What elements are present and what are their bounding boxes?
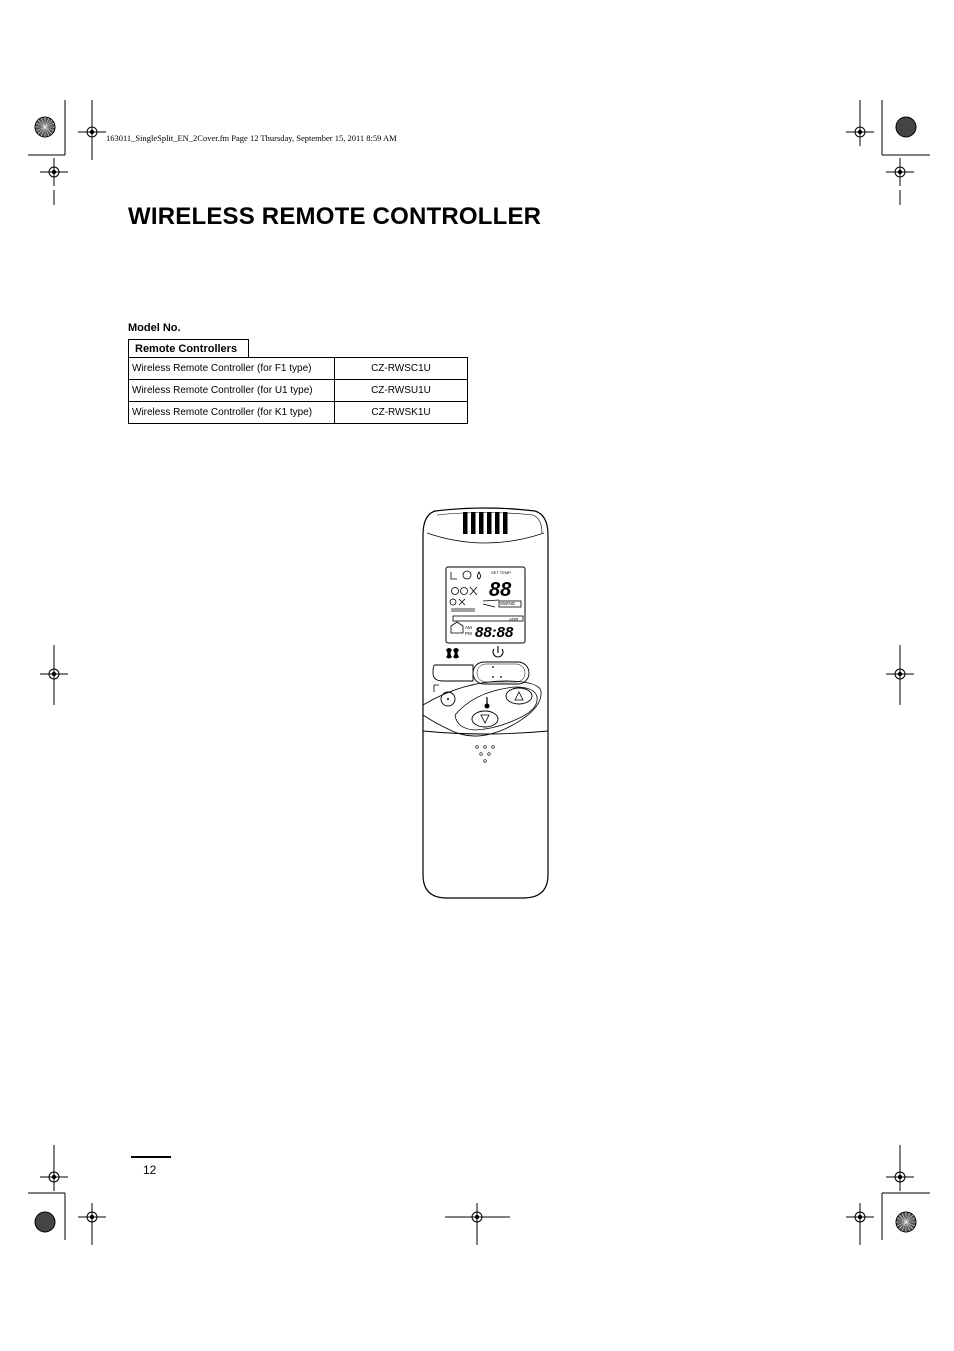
model-code: CZ-RWSU1U [335, 380, 468, 402]
product-name: Wireless Remote Controller (for F1 type) [129, 358, 335, 380]
file-header: 163011_SingleSplit_EN_2Cover.fm Page 12 Thursday, September 15, 2011 8:59 AM [106, 133, 397, 143]
temp-down-button[interactable] [472, 711, 498, 727]
table-row [129, 402, 468, 424]
model-label: Model No. [128, 322, 181, 334]
adr-label: ADR [509, 617, 519, 622]
product-name: Wireless Remote Controller (for U1 type) [129, 380, 335, 402]
product-name: Wireless Remote Controller (for K1 type) [129, 402, 335, 424]
temp-digits: 88 [489, 579, 512, 601]
table-row [129, 380, 468, 402]
temp-up-button[interactable] [506, 688, 532, 704]
time-digits: 88:88 [475, 624, 514, 641]
pm-label: PM [465, 631, 472, 636]
set-temp-label: SET TEMP. [491, 570, 512, 575]
remote-controller-illustration [415, 505, 555, 900]
model-code: CZ-RWSC1U [335, 358, 468, 380]
swing-label: SWING [500, 601, 516, 606]
page-number: 12 [143, 1163, 157, 1177]
model-table [128, 357, 468, 424]
model-code: CZ-RWSK1U [335, 402, 468, 424]
page-title: WIRELESS REMOTE CONTROLLER [128, 203, 542, 230]
table-row [129, 358, 468, 380]
am-label: AM [465, 625, 472, 630]
fan-speed-button[interactable] [433, 665, 473, 681]
table-header: Remote Controllers [128, 339, 249, 357]
page-number-rule [131, 1156, 171, 1158]
